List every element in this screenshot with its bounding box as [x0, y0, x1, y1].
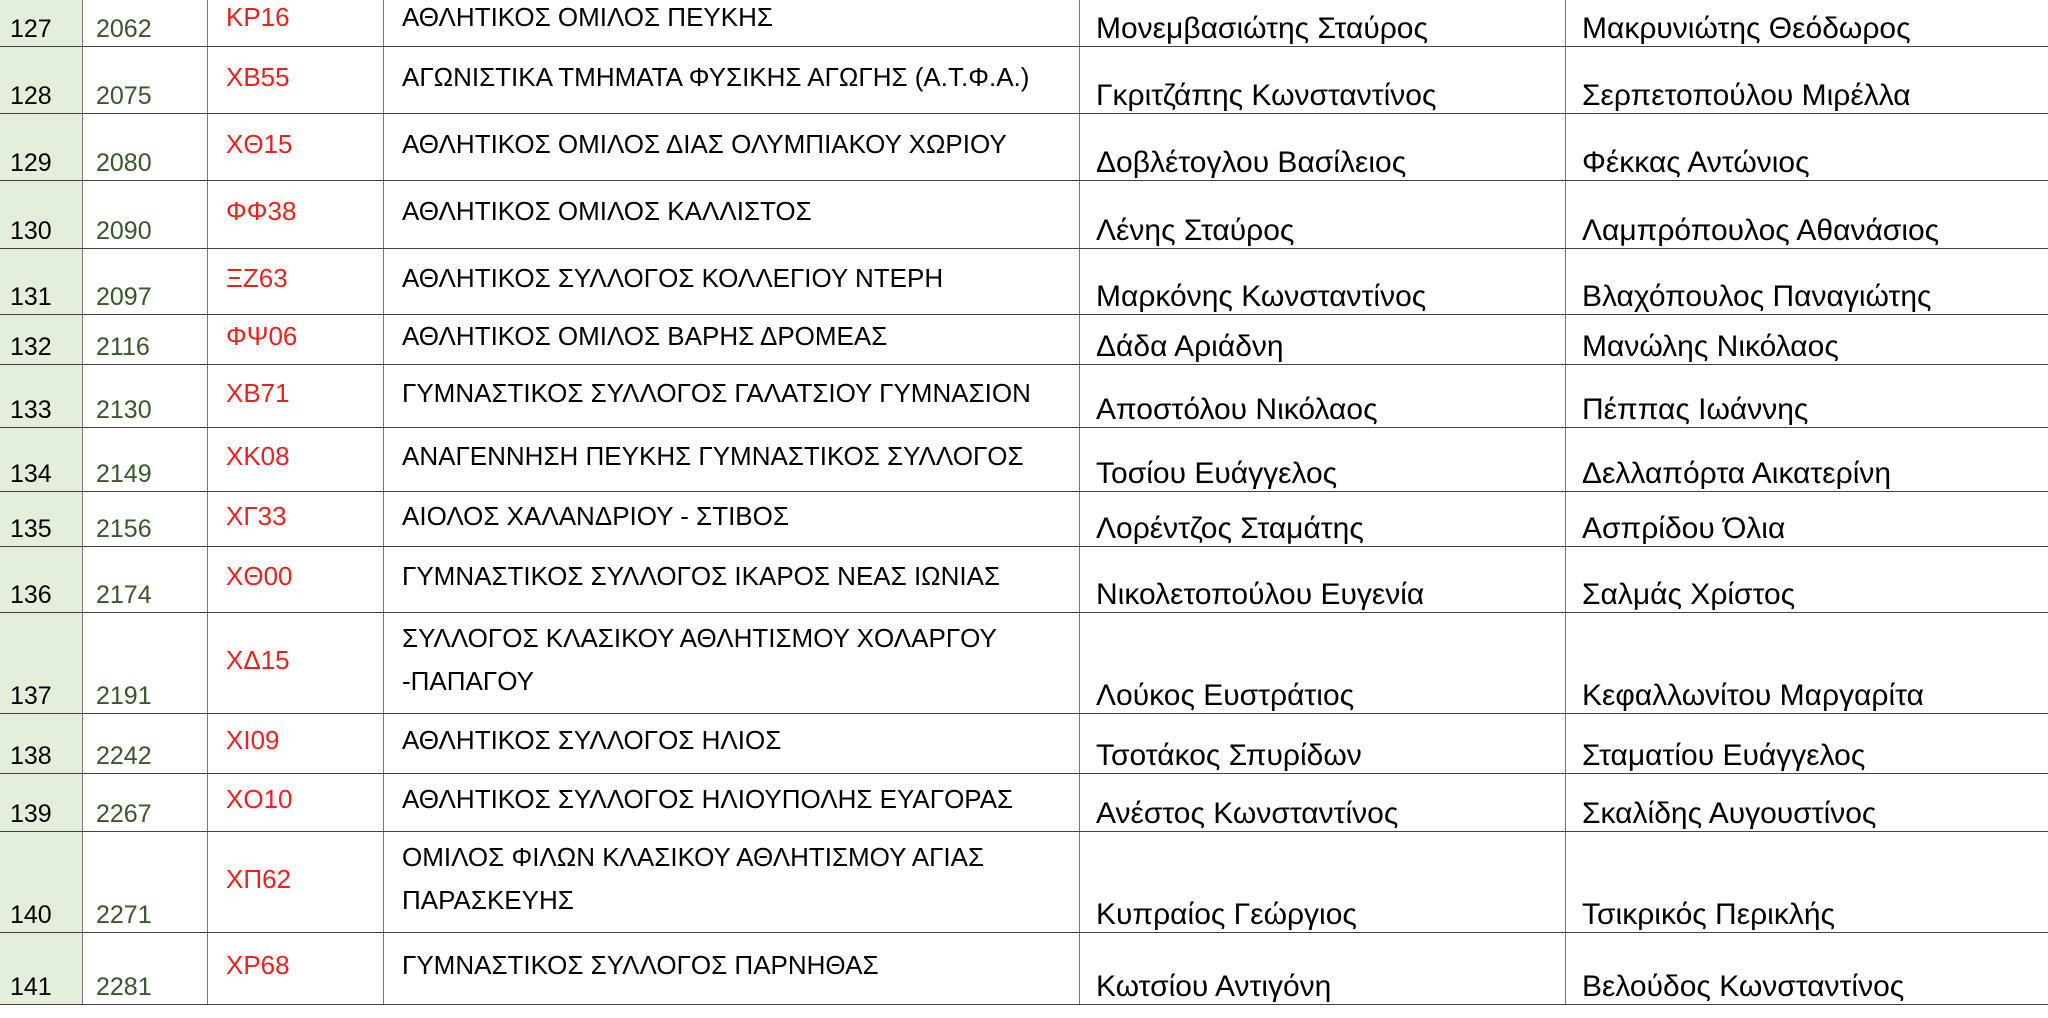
table-row	[0, 933, 2048, 1005]
registration-number-cell: 2075	[83, 47, 208, 114]
table-row	[0, 774, 2048, 832]
row-index-cell: 140	[0, 832, 83, 933]
registration-number-cell: 2080	[83, 114, 208, 181]
club-name-cell: ΑΓΩΝΙΣΤΙΚΑ ΤΜΗΜΑΤΑ ΦΥΣΙΚΗΣ ΑΓΩΓΗΣ (Α.Τ.Φ.Α.)	[384, 47, 1080, 114]
club-code-cell: ΧΚ08	[208, 428, 384, 492]
club-code-cell: ΧΘ15	[208, 114, 384, 181]
row-index-cell: 133	[0, 365, 83, 428]
secretary-name-cell: Μανώλης Νικόλαος	[1566, 315, 2048, 365]
president-name-cell: Λορέντζος Σταμάτης	[1080, 492, 1566, 547]
club-name-cell: ΓΥΜΝΑΣΤΙΚΟΣ ΣΥΛΛΟΓΟΣ ΙΚΑΡΟΣ ΝΕΑΣ ΙΩΝΙΑΣ	[384, 547, 1080, 613]
secretary-name-cell: Δελλαπόρτα Αικατερίνη	[1566, 428, 2048, 492]
secretary-name-cell: Σταματίου Ευάγγελος	[1566, 714, 2048, 774]
club-code-cell: ΧΠ62	[208, 832, 384, 933]
table-row	[0, 832, 2048, 933]
president-name-cell: Μαρκόνης Κωνσταντίνος	[1080, 249, 1566, 315]
club-code-cell: ΧΘ00	[208, 547, 384, 613]
club-name-cell: ΓΥΜΝΑΣΤΙΚΟΣ ΣΥΛΛΟΓΟΣ ΓΑΛΑΤΣΙΟΥ ΓΥΜΝΑΣΙΟΝ	[384, 365, 1080, 428]
table-row	[0, 613, 2048, 714]
club-name-cell: ΑΘΛΗΤΙΚΟΣ ΟΜΙΛΟΣ ΒΑΡΗΣ ΔΡΟΜΕΑΣ	[384, 315, 1080, 365]
row-index-cell: 132	[0, 315, 83, 365]
club-name-cell: ΑΘΛΗΤΙΚΟΣ ΣΥΛΛΟΓΟΣ ΗΛΙΟΥΠΟΛΗΣ ΕΥΑΓΟΡΑΣ	[384, 774, 1080, 832]
row-index-cell: 131	[0, 249, 83, 315]
club-name-cell: ΟΜΙΛΟΣ ΦΙΛΩΝ ΚΛΑΣΙΚΟΥ ΑΘΛΗΤΙΣΜΟΥ ΑΓΙΑΣ ΠΑΡΑΣΚΕΥΗΣ	[384, 832, 1080, 933]
row-index-cell: 137	[0, 613, 83, 714]
president-name-cell: Μονεμβασιώτης Σταύρος	[1080, 0, 1566, 47]
club-code-cell: ΧΒ55	[208, 47, 384, 114]
club-name-cell: ΑΘΛΗΤΙΚΟΣ ΟΜΙΛΟΣ ΚΑΛΛΙΣΤΟΣ	[384, 181, 1080, 249]
registration-number-cell: 2242	[83, 714, 208, 774]
president-name-cell: Τσοτάκος Σπυρίδων	[1080, 714, 1566, 774]
registration-number-cell: 2149	[83, 428, 208, 492]
registration-number-cell: 2281	[83, 933, 208, 1005]
club-name-cell: ΣΥΛΛΟΓΟΣ ΚΛΑΣΙΚΟΥ ΑΘΛΗΤΙΣΜΟΥ ΧΟΛΑΡΓΟΥ -ΠΑΠΑΓΟΥ	[384, 613, 1080, 714]
secretary-name-cell: Κεφαλλωνίτου Μαργαρίτα	[1566, 613, 2048, 714]
secretary-name-cell: Βλαχόπουλος Παναγιώτης	[1566, 249, 2048, 315]
club-code-cell: ΦΦ38	[208, 181, 384, 249]
club-name-cell: ΑΘΛΗΤΙΚΟΣ ΟΜΙΛΟΣ ΔΙΑΣ ΟΛΥΜΠΙΑΚΟΥ ΧΩΡΙΟΥ	[384, 114, 1080, 181]
table-row	[0, 0, 2048, 47]
club-name-cell: ΑΘΛΗΤΙΚΟΣ ΣΥΛΛΟΓΟΣ ΚΟΛΛΕΓΙΟΥ ΝΤΕΡΗ	[384, 249, 1080, 315]
secretary-name-cell: Τσικρικός Περικλής	[1566, 832, 2048, 933]
table-row	[0, 428, 2048, 492]
table-row	[0, 249, 2048, 315]
secretary-name-cell: Μακρυνιώτης Θεόδωρος	[1566, 0, 2048, 47]
table-row	[0, 47, 2048, 114]
table-row	[0, 492, 2048, 547]
secretary-name-cell: Βελούδος Κωνσταντίνος	[1566, 933, 2048, 1005]
registration-number-cell: 2130	[83, 365, 208, 428]
club-code-cell: ΧΔ15	[208, 613, 384, 714]
club-code-cell: ΧΟ10	[208, 774, 384, 832]
secretary-name-cell: Ασπρίδου Όλια	[1566, 492, 2048, 547]
club-code-cell: ΧΒ71	[208, 365, 384, 428]
president-name-cell: Γκριτζάπης Κωνσταντίνος	[1080, 47, 1566, 114]
president-name-cell: Τοσίου Ευάγγελος	[1080, 428, 1566, 492]
club-code-cell: ΦΨ06	[208, 315, 384, 365]
registration-number-cell: 2116	[83, 315, 208, 365]
secretary-name-cell: Λαμπρόπουλος Αθανάσιος	[1566, 181, 2048, 249]
club-name-cell: ΓΥΜΝΑΣΤΙΚΟΣ ΣΥΛΛΟΓΟΣ ΠΑΡΝΗΘΑΣ	[384, 933, 1080, 1005]
registration-number-cell: 2062	[83, 0, 208, 47]
row-index-cell: 141	[0, 933, 83, 1005]
registration-number-cell: 2090	[83, 181, 208, 249]
row-index-cell: 128	[0, 47, 83, 114]
row-index-cell: 134	[0, 428, 83, 492]
registration-number-cell: 2097	[83, 249, 208, 315]
president-name-cell: Ανέστος Κωνσταντίνος	[1080, 774, 1566, 832]
club-code-cell: ΞΖ63	[208, 249, 384, 315]
row-index-cell: 135	[0, 492, 83, 547]
club-name-cell: ΑΘΛΗΤΙΚΟΣ ΟΜΙΛΟΣ ΠΕΥΚΗΣ	[384, 0, 1080, 47]
president-name-cell: Αποστόλου Νικόλαος	[1080, 365, 1566, 428]
president-name-cell: Δάδα Αριάδνη	[1080, 315, 1566, 365]
registration-number-cell: 2271	[83, 832, 208, 933]
table-row	[0, 365, 2048, 428]
registration-number-cell: 2267	[83, 774, 208, 832]
club-name-cell: ΑΘΛΗΤΙΚΟΣ ΣΥΛΛΟΓΟΣ ΗΛΙΟΣ	[384, 714, 1080, 774]
table-row	[0, 714, 2048, 774]
row-index-cell: 130	[0, 181, 83, 249]
club-code-cell: ΧΙ09	[208, 714, 384, 774]
president-name-cell: Λούκος Ευστράτιος	[1080, 613, 1566, 714]
club-name-cell: ΑΝΑΓΕΝΝΗΣΗ ΠΕΥΚΗΣ ΓΥΜΝΑΣΤΙΚΟΣ ΣΥΛΛΟΓΟΣ	[384, 428, 1080, 492]
table-row	[0, 547, 2048, 613]
president-name-cell: Δοβλέτογλου Βασίλειος	[1080, 114, 1566, 181]
row-index-cell: 127	[0, 0, 83, 47]
president-name-cell: Λένης Σταύρος	[1080, 181, 1566, 249]
president-name-cell: Νικολετοπούλου Ευγενία	[1080, 547, 1566, 613]
club-code-cell: ΧΓ33	[208, 492, 384, 547]
row-index-cell: 136	[0, 547, 83, 613]
table-row	[0, 315, 2048, 365]
row-index-cell: 139	[0, 774, 83, 832]
president-name-cell: Κωτσίου Αντιγόνη	[1080, 933, 1566, 1005]
registration-number-cell: 2191	[83, 613, 208, 714]
secretary-name-cell: Σερπετοπούλου Μιρέλλα	[1566, 47, 2048, 114]
registration-number-cell: 2156	[83, 492, 208, 547]
row-index-cell: 129	[0, 114, 83, 181]
club-code-cell: ΧΡ68	[208, 933, 384, 1005]
club-name-cell: ΑΙΟΛΟΣ ΧΑΛΑΝΔΡΙΟΥ - ΣΤΙΒΟΣ	[384, 492, 1080, 547]
secretary-name-cell: Σαλμάς Χρίστος	[1566, 547, 2048, 613]
table-row	[0, 181, 2048, 249]
club-code-cell: ΚΡ16	[208, 0, 384, 47]
row-index-cell: 138	[0, 714, 83, 774]
registration-number-cell: 2174	[83, 547, 208, 613]
table-row	[0, 114, 2048, 181]
president-name-cell: Κυπραίος Γεώργιος	[1080, 832, 1566, 933]
secretary-name-cell: Φέκκας Αντώνιος	[1566, 114, 2048, 181]
secretary-name-cell: Πέππας Ιωάννης	[1566, 365, 2048, 428]
secretary-name-cell: Σκαλίδης Αυγουστίνος	[1566, 774, 2048, 832]
